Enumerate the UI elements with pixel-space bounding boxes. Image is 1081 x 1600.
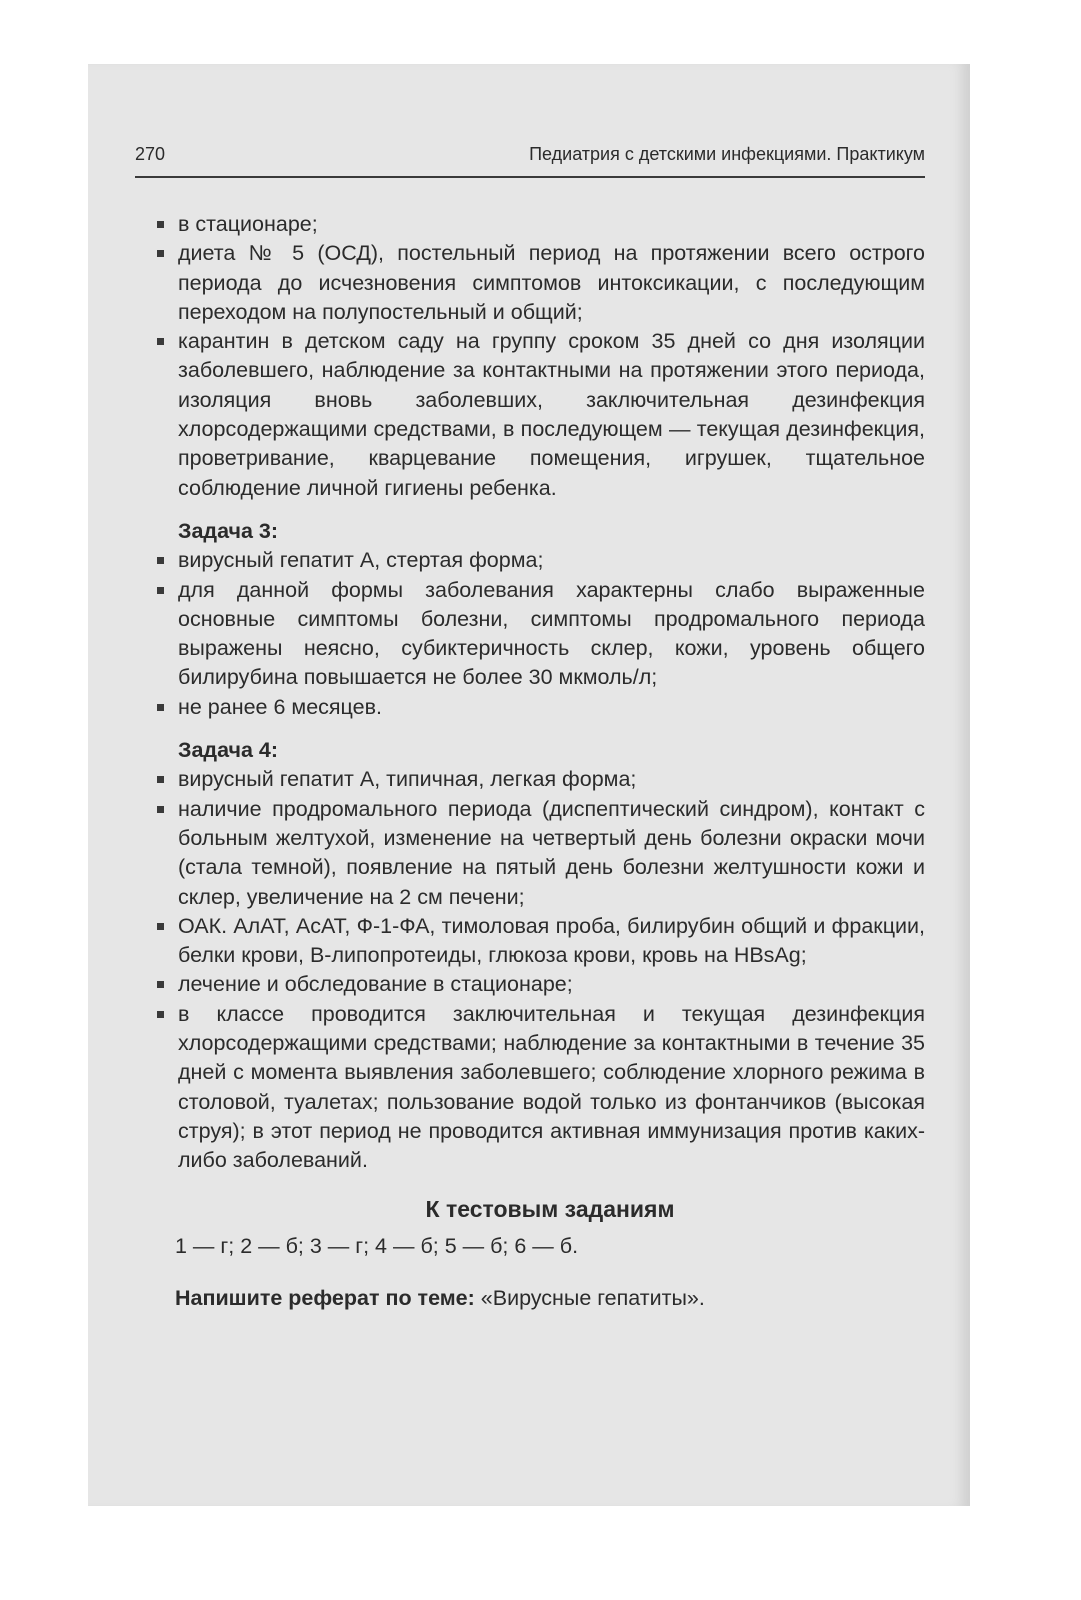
list-item: диета № 5 (ОСД), постельный период на протяжении всего острого периода до исчезновения симптомов интоксикации, с последующим переходом на полупостельный и общий; xyxy=(135,239,925,327)
book-title: Педиатрия с детскими инфекциями. Практикум xyxy=(529,144,925,164)
list-item: ОАК. АлАТ, АсАТ, Ф-1-ФА, тимоловая проба, билирубин общий и фракции, белки крови, В-липопротеиды, глюкоза крови, кровь на HBsAg; xyxy=(135,912,925,971)
list-item: наличие продромального периода (диспептический синдром), контакт с больным желтухой, изменение на четвертый день болезни окраски мочи (стала темной), появление на пятый день болезни желтушности кожи и склер, увеличение на 2 см печени; xyxy=(135,795,925,912)
essay-topic: «Вирусные гепатиты». xyxy=(480,1286,705,1311)
list-item: вирусный гепатит А, типичная, легкая форма; xyxy=(135,765,925,794)
tests-section-heading: К тестовым заданиям xyxy=(425,1195,675,1222)
task-4-heading: Задача 4: xyxy=(178,738,279,763)
essay-label: Напишите реферат по теме: xyxy=(175,1286,475,1311)
list-item: лечение и обследование в стационаре; xyxy=(135,970,925,999)
task-3-heading: Задача 3: xyxy=(178,518,279,543)
test-answers: 1 — г; 2 — б; 3 — г; 4 — б; 5 — б; 6 — б. xyxy=(175,1233,579,1258)
list-item: в стационаре; xyxy=(135,210,925,239)
essay-assignment xyxy=(135,1284,925,1313)
answer-list-task3 xyxy=(135,546,925,722)
list-item: для данной формы заболевания характерны слабо выраженные основные симптомы болезни, симптомы продромального периода выражены неясно, субиктеричность склер, кожи, уровень общего билирубина повышается не более 30 мкмоль/л; xyxy=(135,576,925,693)
running-header xyxy=(135,144,925,178)
answer-list-block1 xyxy=(135,210,925,503)
answer-list-task4 xyxy=(135,765,925,1175)
book-page xyxy=(88,64,970,1506)
list-item: не ранее 6 месяцев. xyxy=(135,693,925,722)
list-item: карантин в детском саду на группу сроком 35 дней со дня изоляции заболевшего, наблюдение за контактными на протяжении этого периода, изоляция вновь заболевших, заключительная дезинфекция хлорсодержащими средствами, в последующем — текущая дезинфекция, проветривание, кварцевание помещения, игрушек, тщательное соблюдение личной гигиены ребенка. xyxy=(135,327,925,503)
list-item: в классе проводится заключительная и текущая дезинфекция хлорсодержащими средствами; наблюдение за контактными в течение 35 дней с момента выявления заболевшего; соблюдение хлорного режима в столовой, туалетах; пользование водой только из фонтанчиков (высокая струя); в этот период не проводится активная иммунизация против каких-либо заболеваний. xyxy=(135,1000,925,1176)
page-body xyxy=(135,210,925,1313)
list-item: вирусный гепатит А, стертая форма; xyxy=(135,546,925,575)
page-number: 270 xyxy=(135,144,166,164)
